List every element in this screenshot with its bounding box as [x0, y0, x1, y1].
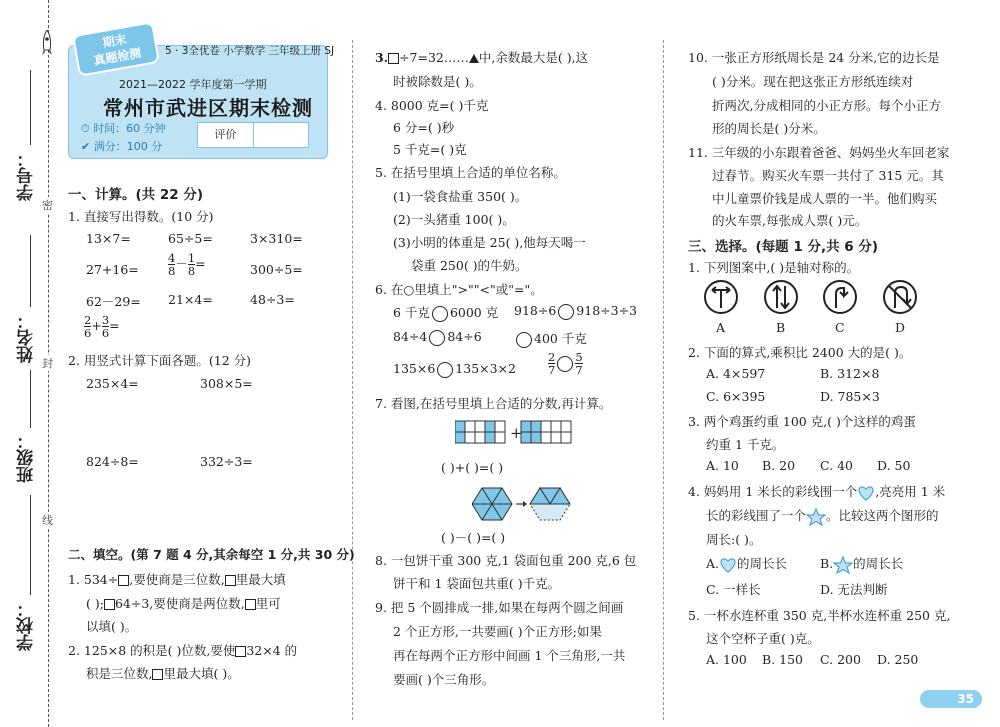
q9-line1: 9. 把 5 个圆排成一排,如果在每两个圆之间画 [375, 600, 624, 615]
calc-item: 3×310= [250, 231, 303, 246]
sign-b-icon[interactable] [762, 278, 800, 316]
fill-q2-line2: 积是三位数, 里最大填( )。 [86, 666, 240, 681]
q10-line3: 折两次,分成相同的小正方形。每个小正方 [712, 98, 941, 113]
fill-q1-line3: 以填( )。 [86, 619, 138, 634]
c2-heading: 2. 下面的算式,乘积比 2400 大的是( )。 [688, 345, 912, 360]
c5-line1: 5. 一杯水连杯重 350 克,半杯水连杯重 250 克, [688, 608, 951, 623]
column-divider [663, 40, 664, 720]
q5-item: (1)一袋食盐重 350( )。 [393, 189, 528, 204]
exam-title: 常州市武进区期末检测 [103, 96, 313, 120]
q4-line3: 5 千克=( )克 [393, 142, 467, 157]
compare-item: 135×6 135×3×2 [393, 361, 517, 376]
q7-equation1[interactable]: ( )+( )=( ) [441, 460, 504, 475]
vertical-calc-item: 332÷3= [200, 454, 253, 469]
choice-option[interactable]: C. 200 [820, 652, 861, 667]
c4-line1: 4. 妈妈用 1 米长的彩线围一个 ,亮亮用 1 米 [688, 484, 946, 499]
blank-square[interactable] [152, 669, 163, 680]
q11-line2: 过春节。购买火车票一共付了 315 元。其 [712, 168, 944, 183]
q9-line4: 要画( )个三角形。 [393, 672, 495, 687]
page-number: 35 [920, 690, 982, 708]
student-id-label: 学号： [17, 150, 37, 201]
choice-option[interactable]: A. 100 [706, 652, 747, 667]
time-info [81, 120, 166, 136]
school-year: 2021—2022 学年度第一学期 [119, 78, 267, 91]
calc-item: 48÷3= [250, 292, 295, 307]
blank-square[interactable] [388, 53, 399, 64]
fraction: $\frac{2}{7}$ [548, 350, 556, 377]
compare-item: 84÷4 84÷6 [393, 329, 482, 344]
eval-label: 评价 [198, 123, 254, 147]
calc-fraction-item: $\frac{4}{8}$ － $\frac{1}{8}$ = [168, 251, 206, 278]
fraction: $\frac{4}{8}$ [168, 251, 176, 278]
column-divider [352, 40, 353, 720]
q8-line1: 8. 一包饼干重 300 克,1 袋面包重 200 克,6 包 [375, 553, 637, 568]
seal-char: 密 [42, 199, 53, 212]
calc-item: 21×4= [168, 292, 213, 307]
class-label: 班级： [17, 432, 37, 483]
choice-option[interactable]: C. 6×395 [706, 389, 766, 404]
compare-item: 918÷6 918÷3÷3 [514, 303, 638, 318]
q3-line1: 3. ÷7=32…… 中,余数最大是( ),这 [375, 50, 589, 65]
q7-heading: 7. 看图,在括号里填上合适的分数,再计算。 [375, 396, 612, 411]
q5-item: (2)一头猪重 100( )。 [393, 212, 515, 227]
name-line[interactable] [30, 235, 31, 307]
q9-line2: 2 个正方形,一共要画( )个正方形;如果 [393, 624, 602, 639]
c3-line2: 约重 1 千克。 [706, 437, 785, 452]
compare-item: 6 千克 6000 克 [393, 305, 499, 320]
q2-heading: 2. 用竖式计算下面各题。(12 分) [68, 353, 252, 368]
compare-item: 400 千克 [514, 329, 587, 348]
c4-line2: 长的彩线围了一个 。比较这两个图形的 [706, 506, 939, 526]
school-line[interactable] [30, 495, 31, 595]
choice-option[interactable]: C. 40 [820, 458, 853, 473]
sign-d-icon[interactable] [881, 278, 919, 316]
fraction: $\frac{5}{7}$ [575, 350, 583, 377]
choice-option[interactable]: B. 20 [762, 458, 796, 473]
q10-line4: 形的周长是( )分米。 [712, 121, 826, 136]
c1-heading: 1. 下列图案中,( )是轴对称的。 [688, 260, 860, 275]
blank-square[interactable] [235, 646, 246, 657]
q5-item: (3)小明的体重是 25( ),他每天喝一 [393, 235, 586, 250]
option-label: B [776, 320, 786, 335]
fraction-bar-left [455, 421, 505, 443]
fraction: $\frac{1}{8}$ [187, 251, 196, 278]
plus-sign: + [510, 424, 523, 442]
q8-line2: 饼干和 1 袋面包共重( )千克。 [393, 576, 561, 591]
clock-icon: ⏱ [81, 122, 90, 135]
q10-line1: 10. 一张正方形纸周长是 24 分米,它的边长是 [688, 50, 940, 65]
vertical-calc-item: 308×5= [200, 376, 253, 391]
compare-fraction-item [548, 351, 583, 376]
q4-line1: 4. 8000 克=( )千克 [375, 98, 489, 113]
q3-line2: 时被除数是( )。 [393, 74, 482, 89]
calc-item: 13×7= [86, 231, 131, 246]
vertical-calc-item: 824÷8= [86, 454, 139, 469]
tag-line1: 期末 [101, 32, 128, 51]
q11-line3: 中儿童票价钱是成人票的一半。他们购买 [712, 191, 938, 206]
choice-option[interactable]: D. 250 [877, 652, 919, 667]
check-icon: ✔ [81, 140, 91, 153]
student-id-line[interactable] [30, 70, 31, 145]
star-icon [806, 508, 826, 526]
sign-a-icon[interactable] [702, 278, 740, 316]
option-label: C [835, 320, 845, 335]
rocket-icon [40, 30, 54, 58]
q11-line4: 的火车票,每张成人票( )元。 [712, 213, 868, 228]
c5-line2: 这个空杯子重( )克。 [706, 631, 820, 646]
choice-option[interactable]: A. 的周长长 [706, 556, 788, 571]
triangle-icon [469, 54, 479, 63]
seal-char: 封 [42, 357, 53, 370]
star-icon [833, 556, 853, 574]
class-line[interactable] [30, 370, 31, 428]
choice-option[interactable]: D. 50 [877, 458, 911, 473]
compare-circle[interactable] [558, 304, 574, 320]
blank-square[interactable] [225, 575, 236, 586]
q5-item: 袋重 250( )的牛奶。 [411, 258, 528, 273]
calc-item: 65÷5= [168, 231, 213, 246]
score-text: 满分：100 分 [93, 140, 163, 153]
compare-circle[interactable] [516, 332, 532, 348]
choice-option[interactable]: C. 一样长 [706, 582, 761, 597]
time-text: 时间：60 分钟 [93, 122, 166, 135]
compare-circle[interactable] [432, 306, 448, 322]
heart-icon [857, 485, 875, 501]
eval-field[interactable] [254, 123, 308, 147]
compare-circle[interactable] [557, 356, 573, 372]
vertical-calc-item: 235×4= [86, 376, 139, 391]
q9-line3: 再在每两个正方形中间画 1 个三角形,一共 [393, 648, 626, 663]
c3-line1: 3. 两个鸡蛋约重 100 克,( )个这样的鸡蛋 [688, 414, 916, 429]
calc-item: 300÷5= [250, 262, 303, 277]
choice-option[interactable]: B. 150 [762, 652, 803, 667]
school-label: 学校： [17, 600, 37, 651]
section-calc-title: 一、计算。(共 22 分) [68, 187, 204, 203]
choice-option[interactable]: A. 10 [706, 458, 739, 473]
q6-heading: 6. 在○里填上">""<"或"="。 [375, 282, 543, 297]
fraction-bar-right [521, 421, 571, 443]
choice-option[interactable]: A. 4×597 [706, 366, 766, 381]
exam-header-card [68, 32, 335, 159]
name-label: 姓名： [17, 312, 37, 363]
q1-heading: 1. 直接写出得数。(10 分) [68, 209, 214, 224]
q11-line1: 11. 三年级的小东跟着爸爸、妈妈坐火车回老家 [688, 145, 950, 160]
heart-icon [719, 557, 737, 573]
choice-option[interactable]: B. 的周长长 [820, 554, 903, 574]
calc-fraction-item: $\frac{2}{6}$ + $\frac{3}{6}$ = [84, 313, 120, 340]
fill-q1-line1: 1. 534÷ ,要使商是三位数, 里最大填 [68, 572, 286, 587]
sign-c-icon[interactable] [821, 278, 859, 316]
fraction: $\frac{3}{6}$ [101, 313, 110, 340]
series-line: 5 · 3全优卷 小学数学 三年级上册 SJ [165, 45, 335, 57]
seal-char: 线 [42, 514, 53, 527]
blank-square[interactable] [245, 599, 256, 610]
section-fill-title: 二、填空。(第 7 题 4 分,其余每空 1 分,共 30 分) [68, 547, 355, 562]
score-info [81, 138, 162, 154]
blank-square[interactable] [118, 575, 129, 586]
section-choice-title: 三、选择。(每题 1 分,共 6 分) [688, 239, 879, 255]
choice-option[interactable]: D. 785×3 [820, 389, 880, 404]
calc-item: 62－29= [86, 294, 141, 309]
fraction: $\frac{2}{6}$ [84, 313, 92, 340]
option-label: A [716, 320, 726, 335]
choice-option[interactable]: B. 312×8 [820, 366, 880, 381]
evaluation-box [197, 122, 309, 148]
q5-heading: 5. 在括号里填上合适的单位名称。 [375, 165, 566, 180]
fill-q2-line1: 2. 125×8 的积是( )位数,要使 32×4 的 [68, 643, 298, 658]
option-label: D [895, 320, 906, 335]
blank-square[interactable] [104, 599, 115, 610]
compare-circle[interactable] [429, 330, 445, 346]
binding-strip [0, 0, 62, 727]
exam-tag [72, 21, 160, 77]
c4-line3: 周长:( )。 [706, 532, 762, 547]
calc-item: 27+16= [86, 262, 139, 277]
compare-circle[interactable] [437, 362, 453, 378]
fill-q1-line2: ( ); 64÷3,要使商是两位数, 里可 [86, 596, 281, 611]
hexagon-figure [472, 484, 572, 524]
choice-option[interactable]: D. 无法判断 [820, 582, 888, 597]
tag-line2: 真题检测 [92, 45, 143, 68]
q4-line2: 6 分=( )秒 [393, 120, 455, 135]
q7-equation2[interactable]: ( )－( )=( ) [441, 530, 506, 545]
q10-line2: ( )分米。现在把这张正方形纸连续对 [712, 74, 914, 89]
